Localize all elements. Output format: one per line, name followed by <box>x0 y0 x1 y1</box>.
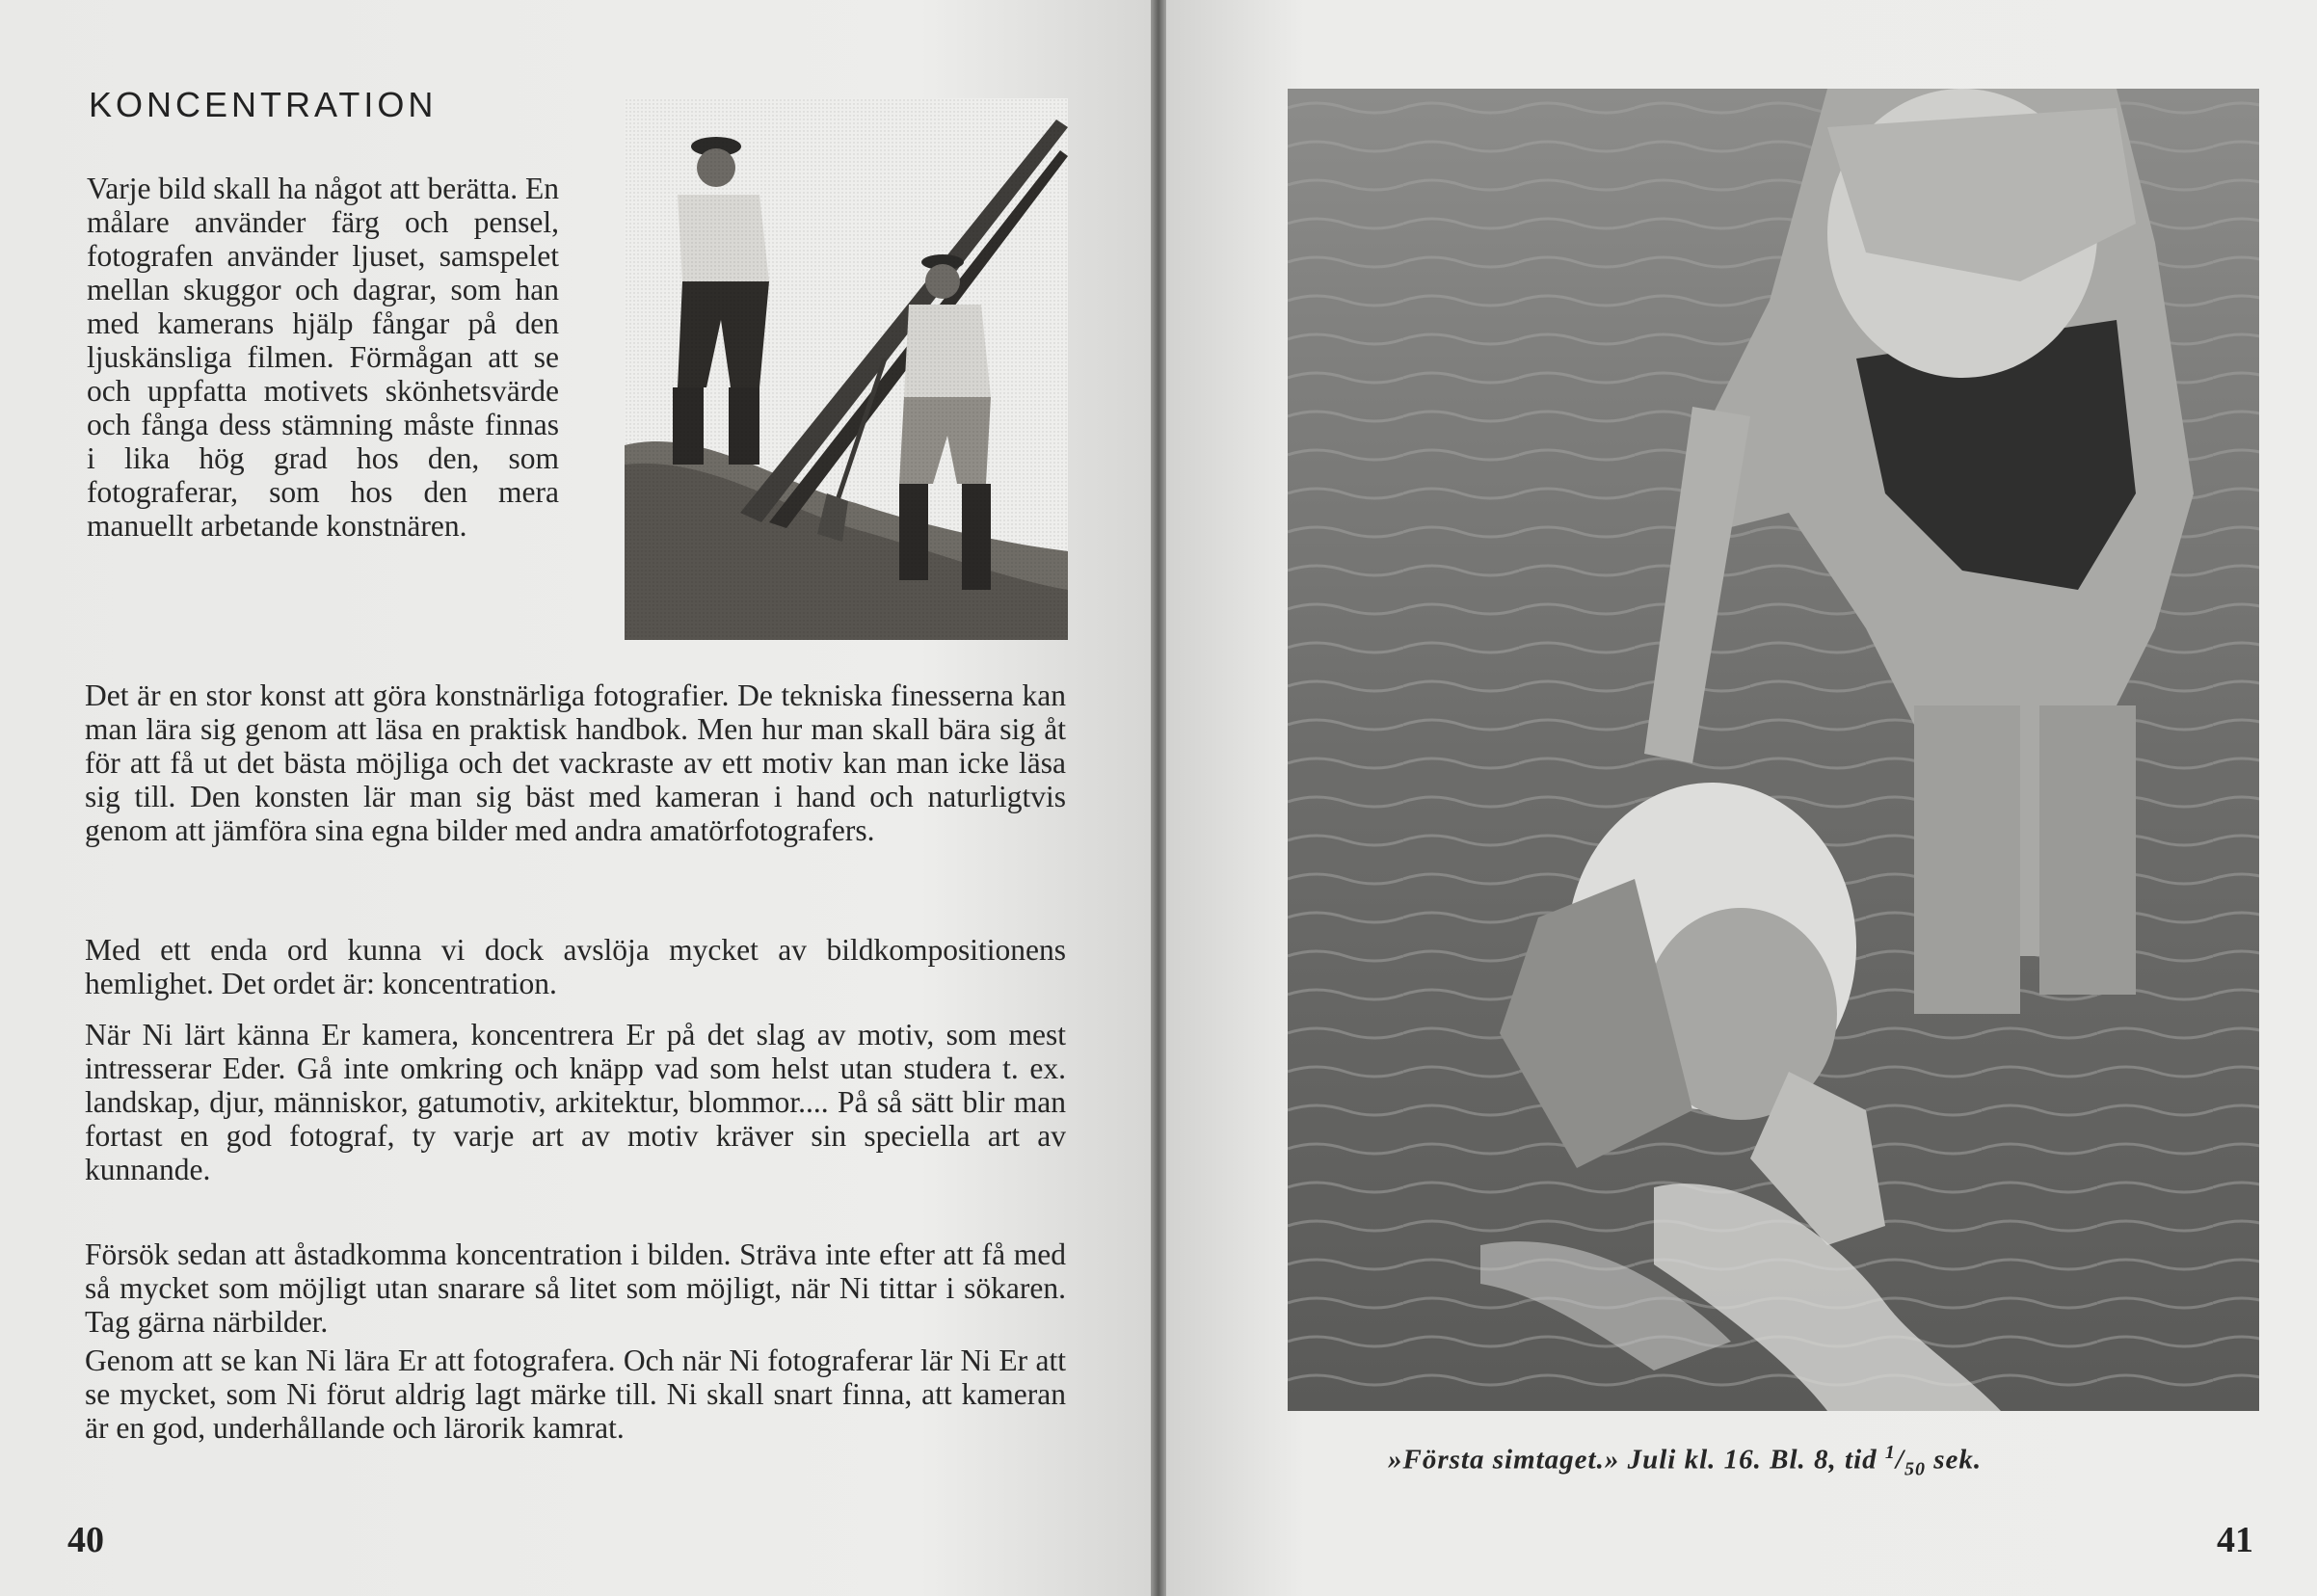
swimming-photo <box>1288 89 2259 1411</box>
caption-fraction-numerator: 1 <box>1884 1442 1896 1463</box>
paragraph-six: Genom att se kan Ni lära Er att fotografera. Och när Ni fotograferar lär Ni Er att se mycket, som Ni förut aldrig lagt märke till. Ni skall snart finna, att kameran är en god, underhållande och lärorik kamrat. <box>85 1343 1066 1445</box>
intro-paragraph: Varje bild skall ha något att berätta. En målare använder färg och pensel, fotografen använder ljuset, samspelet mellan skuggor och dagrar, som han med kamerans hjälp fångar på den ljuskänsliga filmen. Förmågan att se och uppfatta motivets skönhetsvärde och fånga dess stämning måste finnas i lika hög grad hos den, som fotograferar, som hos den mera manuellt arbetande konstnären. <box>87 172 559 543</box>
photo-caption: »Första simtaget.» Juli kl. 16. Bl. 8, tid $^1/_{50}$ sek. <box>1388 1442 1983 1480</box>
caption-end: sek. <box>1925 1444 1983 1476</box>
left-page <box>0 0 1151 1596</box>
paragraph-five: Försök sedan att åstadkomma koncentration i bilden. Sträva inte efter att få med så mycket som möjligt utan snarare så litet som möjligt, när Ni tittar i sökaren. Tag gärna närbilder. <box>85 1237 1066 1339</box>
right-page <box>1166 0 2317 1596</box>
swimming-photo-illustration <box>1288 89 2259 1411</box>
page-heading: KONCENTRATION <box>89 85 438 124</box>
workers-photo <box>625 98 1068 640</box>
caption-fraction-denominator: 50 <box>1904 1458 1926 1480</box>
caption-text: »Första simtaget.» Juli kl. 16. Bl. 8, tid <box>1388 1444 1885 1476</box>
paragraph-four: När Ni lärt känna Er kamera, koncentrera Er på det slag av motiv, som mest intresserar Eder. Gå inte omkring och knäpp vad som helst utan studera t. ex. landskap, djur, människor, gatumotiv, arkitektur, blommor.... På så sätt blir man fortast en god fotograf, ty varje art av motiv kräver sin speciella art av kunnande. <box>85 1018 1066 1186</box>
workers-photo-illustration <box>625 98 1068 640</box>
paragraph-three: Med ett enda ord kunna vi dock avslöja mycket av bildkompositionens hemlighet. Det ordet är: koncentration. <box>85 933 1066 1000</box>
page-number-right: 41 <box>2217 1520 2253 1560</box>
paragraph-two: Det är en stor konst att göra konstnärliga fotografier. De tekniska finesserna kan man lära sig genom att läsa en praktisk handbok. Men hur man skall bära sig åt för att få ut det bästa möjliga och det vackraste av ett motiv kan man icke läsa sig till. Den konsten lär man sig bäst med kameran i hand och naturligtvis genom att jämföra sina egna bilder med andra amatörfotografers. <box>85 678 1066 847</box>
book-gutter <box>1151 0 1166 1596</box>
page-number-left: 40 <box>67 1520 104 1560</box>
